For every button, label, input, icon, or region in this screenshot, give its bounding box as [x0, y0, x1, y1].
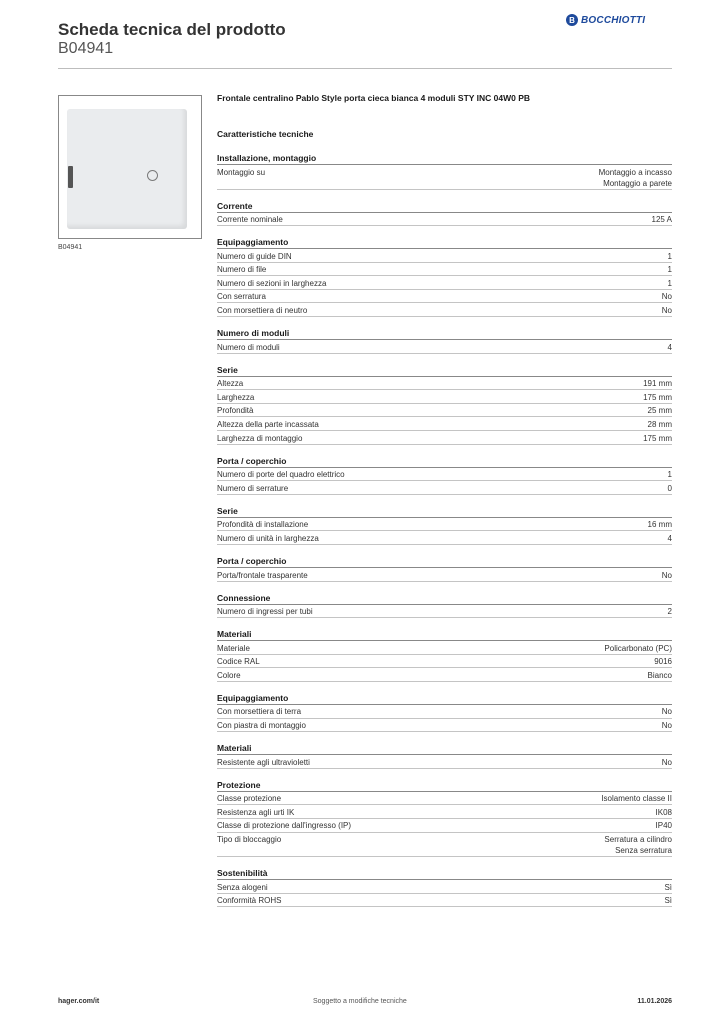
- spec-label: Profondità: [217, 406, 254, 416]
- footer-website: hager.com/it: [58, 998, 100, 1005]
- spec-group-title: Materiali: [217, 742, 672, 755]
- product-title: Frontale centralino Pablo Style porta cieca bianca 4 moduli STY INC 04W0 PB: [217, 93, 531, 103]
- section-title: Caratteristiche tecniche: [217, 129, 314, 139]
- spec-value: 1: [667, 265, 672, 275]
- spec-group: [217, 692, 672, 732]
- spec-value: 28 mm: [647, 419, 672, 429]
- spec-row: [217, 263, 672, 277]
- image-caption: B04941: [58, 244, 83, 251]
- spec-row: [217, 880, 672, 894]
- spec-row: [217, 531, 672, 545]
- page-title: Scheda tecnica del prodotto: [58, 20, 286, 39]
- spec-value: Bianco: [647, 670, 672, 680]
- spec-row: [217, 705, 672, 719]
- spec-value: 175 mm: [643, 433, 672, 443]
- spec-label: Resistente agli ultravioletti: [217, 757, 310, 767]
- spec-group-title: Protezione: [217, 779, 672, 792]
- footer-date: 11.01.2026: [637, 998, 672, 1005]
- spec-value: 0: [667, 483, 672, 493]
- spec-row: [217, 390, 672, 404]
- spec-row: [217, 605, 672, 619]
- spec-label: Corrente nominale: [217, 215, 283, 224]
- spec-label: Colore: [217, 670, 241, 680]
- spec-label: Larghezza: [217, 392, 255, 402]
- spec-label: Classe protezione: [217, 794, 282, 804]
- panel-knob-icon: [147, 170, 158, 181]
- spec-row: [217, 213, 672, 227]
- spec-label: Con morsettiera di terra: [217, 707, 302, 717]
- panel-front-illustration: [67, 109, 187, 229]
- spec-label: Resistenza agli urti IK: [217, 807, 295, 817]
- brand-logo-icon: B: [566, 14, 578, 26]
- spec-group-title: Materiali: [217, 628, 672, 641]
- spec-label: Montaggio su: [217, 167, 266, 177]
- spec-row: [217, 340, 672, 354]
- spec-label: Tipo di bloccaggio: [217, 835, 282, 845]
- spec-value: No: [661, 570, 672, 580]
- spec-row: [217, 719, 672, 733]
- spec-group-title: Porta / coperchio: [217, 555, 672, 568]
- spec-group-title: Equipaggiamento: [217, 236, 672, 249]
- spec-label: Numero di serrature: [217, 483, 289, 493]
- spec-row: [217, 377, 672, 391]
- spec-group-title: Porta / coperchio: [217, 455, 672, 468]
- header-divider: [58, 68, 672, 69]
- spec-label: Conformità ROHS: [217, 896, 282, 906]
- spec-value: 191 mm: [643, 379, 672, 389]
- spec-group: [217, 505, 672, 545]
- spec-row: [217, 303, 672, 317]
- spec-label: Profondità di installazione: [217, 520, 309, 530]
- spec-label: Codice RAL: [217, 657, 260, 667]
- spec-group: [217, 592, 672, 619]
- spec-group: [217, 867, 672, 907]
- spec-row: [217, 431, 672, 445]
- spec-value: 1: [667, 278, 672, 288]
- spec-value: 125 A: [651, 215, 672, 224]
- brand-logo: [566, 14, 645, 26]
- spec-value: Policarbonato (PC): [604, 643, 672, 653]
- spec-label: Larghezza di montaggio: [217, 433, 303, 443]
- spec-group-title: Numero di moduli: [217, 327, 672, 340]
- spec-row: [217, 417, 672, 431]
- spec-group: [217, 200, 672, 227]
- spec-row: [217, 655, 672, 669]
- spec-label: Numero di unità in larghezza: [217, 533, 319, 543]
- spec-group-title: Serie: [217, 364, 672, 377]
- spec-row: [217, 641, 672, 655]
- spec-row: [217, 819, 672, 833]
- spec-label: Numero di porte del quadro elettrico: [217, 470, 345, 480]
- spec-row: [217, 481, 672, 495]
- spec-group: [217, 628, 672, 682]
- spec-value: Sì: [664, 896, 672, 906]
- spec-group-title: Equipaggiamento: [217, 692, 672, 705]
- footer-note: Soggetto a modifiche tecniche: [313, 998, 407, 1005]
- spec-label: Altezza: [217, 379, 244, 389]
- spec-label: Numero di file: [217, 265, 267, 275]
- spec-group-title: Serie: [217, 505, 672, 518]
- spec-row: [217, 833, 672, 858]
- spec-row: [217, 568, 672, 582]
- spec-value: No: [661, 707, 672, 717]
- spec-row: [217, 755, 672, 769]
- spec-group: [217, 152, 672, 190]
- spec-group-title: Sostenibilità: [217, 867, 672, 880]
- spec-value: No: [661, 757, 672, 767]
- spec-row: [217, 290, 672, 304]
- spec-row: [217, 894, 672, 908]
- panel-hinge: [68, 166, 73, 188]
- spec-groups: [217, 152, 672, 907]
- spec-value: 1: [667, 470, 672, 480]
- spec-row: [217, 805, 672, 819]
- spec-group: [217, 455, 672, 495]
- spec-label: Senza alogeni: [217, 882, 268, 892]
- spec-value: No: [661, 721, 672, 731]
- spec-label: Numero di moduli: [217, 342, 280, 352]
- spec-label: Numero di sezioni in larghezza: [217, 278, 327, 288]
- spec-group: [217, 327, 672, 354]
- spec-group: [217, 779, 672, 857]
- spec-value: 175 mm: [643, 392, 672, 402]
- spec-group-title: Corrente: [217, 200, 672, 213]
- spec-label: Porta/frontale trasparente: [217, 570, 308, 580]
- spec-group: [217, 742, 672, 769]
- spec-value: 1: [667, 251, 672, 261]
- spec-value: Isolamento classe II: [601, 794, 672, 804]
- spec-label: Numero di guide DIN: [217, 251, 292, 261]
- spec-label: Con morsettiera di neutro: [217, 305, 308, 315]
- spec-label: Altezza della parte incassata: [217, 419, 319, 429]
- spec-value: Sì: [664, 882, 672, 892]
- spec-group-title: Installazione, montaggio: [217, 152, 672, 165]
- spec-row: [217, 404, 672, 418]
- spec-value: Montaggio a incasso Montaggio a parete: [598, 167, 672, 188]
- spec-value: 2: [667, 607, 672, 617]
- spec-value: 9016: [654, 657, 672, 667]
- spec-value: 4: [667, 342, 672, 352]
- spec-value: IP40: [655, 821, 672, 831]
- spec-value: IK08: [655, 807, 672, 817]
- product-code: B04941: [58, 40, 114, 57]
- spec-value: 4: [667, 533, 672, 543]
- spec-row: [217, 276, 672, 290]
- spec-value: No: [661, 305, 672, 315]
- spec-row: [217, 668, 672, 682]
- spec-label: Materiale: [217, 643, 250, 653]
- spec-label: Con serratura: [217, 292, 266, 302]
- spec-group: [217, 364, 672, 445]
- spec-value: Serratura a cilindro Senza serratura: [604, 835, 672, 856]
- spec-row: [217, 518, 672, 532]
- product-image: [58, 95, 202, 239]
- spec-value: No: [661, 292, 672, 302]
- spec-group-title: Connessione: [217, 592, 672, 605]
- spec-row: [217, 165, 672, 190]
- spec-group: [217, 236, 672, 317]
- spec-content: [217, 91, 672, 917]
- spec-value: 16 mm: [647, 520, 672, 530]
- brand-logo-text: BOCCHIOTTI: [581, 14, 646, 26]
- spec-value: 25 mm: [647, 406, 672, 416]
- spec-row: [217, 249, 672, 263]
- spec-label: Con piastra di montaggio: [217, 721, 306, 731]
- spec-label: Classe di protezione dall'ingresso (IP): [217, 821, 352, 831]
- spec-group: [217, 555, 672, 582]
- spec-row: [217, 468, 672, 482]
- spec-label: Numero di ingressi per tubi: [217, 607, 313, 617]
- spec-row: [217, 792, 672, 806]
